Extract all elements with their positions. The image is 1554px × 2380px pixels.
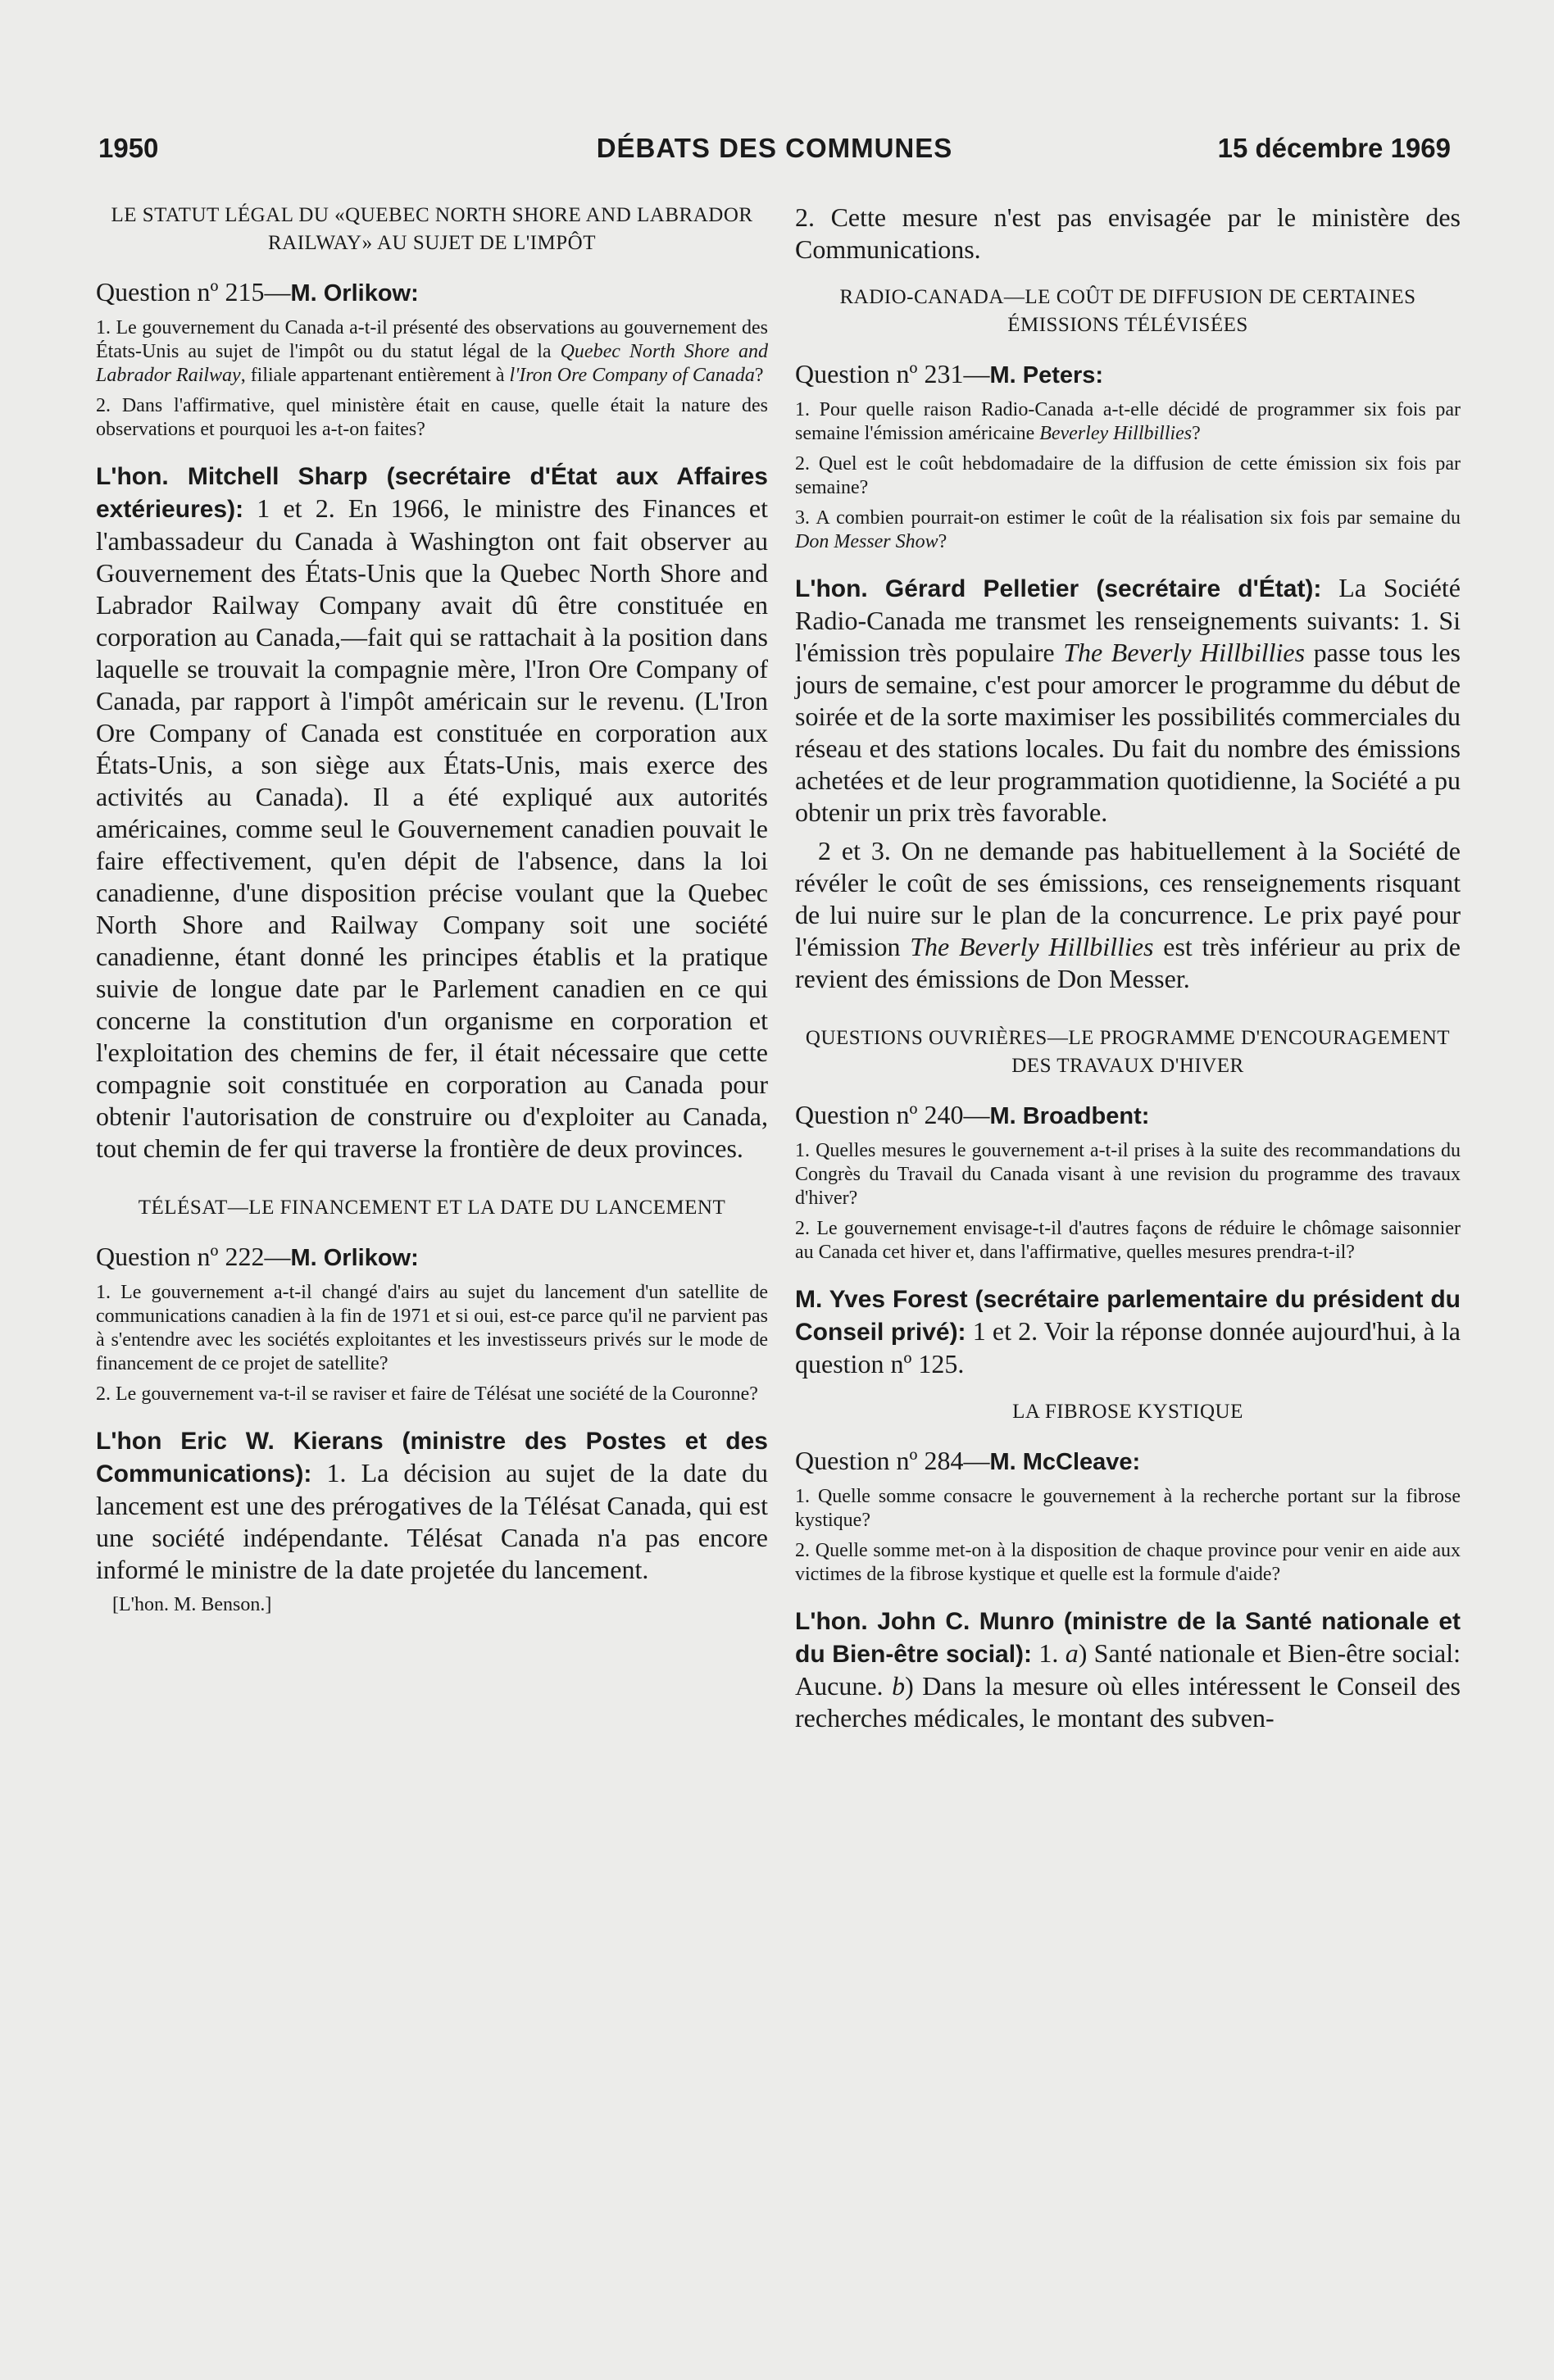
question-member: M. McCleave:: [989, 1449, 1141, 1475]
question-240-part-1: 1. Quelles mesures le gouvernement a-t-il prises à la suite des recommandations du Congrès du Travail du Canada visant à une revision du programme des travaux d'hiver?: [795, 1140, 1461, 1209]
question-215-part-2: 2. Dans l'affirmative, quel ministère était en cause, quelle était la nature des observations et pourquoi les a-t-on faites?: [96, 395, 768, 440]
question-284-part-1: 1. Quelle somme consacre le gouvernement à la recherche portant sur la fibrose kystique?: [795, 1486, 1461, 1531]
answer-text: 1 et 2. Voir la réponse donnée aujourd'hui, à la question nº 125.: [795, 1316, 1461, 1378]
italic-text: a: [1065, 1638, 1079, 1668]
question-prefix: Question nº 240—: [795, 1100, 990, 1129]
question-231-part-2: 2. Quel est le coût hebdomadaire de la diffusion de cette émission six fois par semaine?: [795, 453, 1461, 498]
italic-text: l'Iron Ore Company of Canada: [509, 365, 755, 386]
question-231-part-3: [795, 506, 1461, 554]
answer-222: [96, 1424, 768, 1586]
section-title-quebec-north-shore: LE STATUT LÉGAL DU «QUEBEC NORTH SHORE AND LABRADOR RAILWAY» AU SUJET DE L'IMPÔT: [111, 204, 753, 254]
italic-text: Don Messer Show: [795, 531, 938, 552]
answer-text: La Société Radio-Canada me transmet les renseignements suivants: 1. Si l'émission très populaire: [795, 573, 1461, 667]
question-222-part-2: 2. Le gouvernement va-t-il se raviser et faire de Télésat une société de la Couronne?: [96, 1383, 758, 1405]
answer-222-continued: 2. Cette mesure n'est pas envisagée par le ministère des Communications.: [795, 202, 1461, 264]
left-column: [96, 202, 768, 1617]
question-284-part-2: 2. Quelle somme met-on à la disposition de chaque province pour venir en aide aux victimes de la fibrose kystique et quelle est la formule d'aide?: [795, 1540, 1461, 1585]
speaker-forest: M. Yves Forest (secrétaire parlementaire du président du Conseil privé):: [795, 1286, 1461, 1346]
answer-215: [96, 460, 768, 1165]
speaker-kierans: L'hon Eric W. Kierans (ministre des Postes et des Communications):: [96, 1428, 768, 1488]
answer-text: 1.: [1032, 1638, 1066, 1668]
question-240-heading: [795, 1098, 1461, 1133]
answer-text: ) Dans la mesure où elles intéressent le Conseil des recherches médicales, le montant des subven-: [795, 1671, 1461, 1733]
answer-284: [795, 1605, 1461, 1734]
answer-240: [795, 1283, 1461, 1380]
text: 3. A combien pourrait-on estimer le coût de la réalisation six fois par semaine du: [795, 507, 1461, 529]
question-215-part-1: [96, 316, 768, 388]
answer-text: passe tous les jours de semaine, c'est pour amorcer le programme du début de soirée et de la sorte maximiser les possibilités commerciales du réseau et des stations locales. Du fait du nombre des émissions achetées et de leur programmation quotidienne, la Société a pu obtenir un prix très favorable.: [795, 638, 1461, 827]
question-prefix: Question nº 284—: [795, 1446, 990, 1475]
text: ?: [1192, 423, 1201, 444]
section-title-radio-canada: RADIO-CANADA—LE COÛT DE DIFFUSION DE CERTAINES ÉMISSIONS TÉLÉVISÉES: [839, 286, 1416, 336]
right-column: [795, 202, 1461, 1741]
italic-text: Beverley Hillbillies: [1039, 423, 1193, 444]
question-member: M. Orlikow:: [290, 1245, 419, 1271]
question-231-part-1: [795, 398, 1461, 446]
page-number: 1950: [98, 133, 159, 163]
speaker-pelletier: L'hon. Gérard Pelletier (secrétaire d'État):: [795, 575, 1322, 602]
italic-text: Quebec North Shore and Labrador Railway: [96, 341, 769, 386]
question-prefix: Question nº 215—: [96, 277, 291, 307]
question-215-heading: [96, 275, 768, 310]
question-231-heading: [795, 357, 1461, 392]
question-prefix: Question nº 231—: [795, 359, 990, 388]
journal-title: DÉBATS DES COMMUNES: [596, 133, 953, 163]
text: 1. Le gouvernement du Canada a-t-il présenté des observations au gouvernement des États-Unis au sujet de l'impôt ou du statut légal de la: [96, 317, 768, 362]
italic-text: The Beverly Hillbillies: [910, 932, 1154, 961]
question-222-part-1: 1. Le gouvernement a-t-il changé d'airs au sujet du lancement d'un satellite de communications canadien à la fin de 1971 et si oui, est-ce parce qu'il ne parvient pas à s'entendre avec les sociétés exploitantes et les investisseurs privés sur le mode de financement de ce projet de satellite?: [96, 1282, 768, 1374]
question-222-heading: [96, 1240, 768, 1274]
text: , filiale appartenant entièrement à: [240, 365, 510, 386]
text: 1. Pour quelle raison Radio-Canada a-t-elle décidé de programmer six fois par semaine l'émission américaine: [795, 399, 1461, 444]
answer-231-part-2: [795, 835, 1461, 995]
question-member: M. Orlikow:: [290, 280, 419, 307]
answer-text: 1 et 2. En 1966, le ministre des Finances et l'ambassadeur du Canada à Washington ont fait observer au Gouvernement des États-Unis que la Quebec North Shore and Labrador Railway Company avait dû être constituée en corporation au Canada,—fait qui se rattachait à la position dans laquelle se trouvait la compagnie mère, l'Iron Ore Company of Canada, par rapport à l'impôt américain sur le revenu. (L'Iron Ore Company of Canada est constituée en corporation aux États-Unis, a son siège aux États-Unis, mais exerce des activités au Canada). Il a été expliqué aux autorités américaines, comme seul le Gouvernement canadien pouvait le faire effectivement, qu'en dépit de l'absence, dans la loi canadienne, d'une disposition précise voulant que la Quebec North Shore and Railway Company soit une société canadienne, étant donné les principes établis et la pratique suivie de longue date par le Parlement canadien en ce qui concerne la constitution d'un organisme en corporation et l'exploitation des chemins de fer, il était nécessaire que cette compagnie soit constituée en corporation au Canada pour obtenir l'autorisation de construire ou d'exploiter au Canada, tout chemin de fer qui traverse la frontière de deux provinces.: [96, 493, 768, 1163]
page-header: [98, 133, 1451, 174]
section-title-travaux-hiver: QUESTIONS OUVRIÈRES—LE PROGRAMME D'ENCOURAGEMENT DES TRAVAUX D'HIVER: [805, 1027, 1451, 1077]
question-240-part-2: 2. Le gouvernement envisage-t-il d'autres façons de réduire le chômage saisonnier au Canada cet hiver et, dans l'affirmative, quelles mesures prendra-t-il?: [795, 1218, 1461, 1263]
answer-text: est très inférieur au prix de revient des émissions de Don Messer.: [795, 932, 1461, 993]
italic-text: b: [892, 1671, 906, 1701]
speaker-note: [L'hon. M. Benson.]: [112, 1594, 272, 1615]
question-member: M. Peters:: [989, 362, 1104, 388]
text: ?: [938, 531, 947, 552]
italic-text: The Beverly Hillbillies: [1063, 638, 1306, 667]
answer-text: 2 et 3. On ne demande pas habituellement à la Société de révéler le coût de ses émissions, ces renseignements risquant de lui nuire sur le plan de la concurrence. Le prix payé pour l'émission: [795, 836, 1461, 961]
question-member: M. Broadbent:: [989, 1103, 1150, 1129]
answer-231-part-1: [795, 572, 1461, 829]
answer-text: ) Santé nationale et Bien-être social: Aucune.: [795, 1638, 1461, 1701]
speaker-munro: L'hon. John C. Munro (ministre de la Santé nationale et du Bien-être social):: [795, 1608, 1461, 1668]
text: ?: [754, 365, 764, 386]
section-title-telesat: TÉLÉSAT—LE FINANCEMENT ET LA DATE DU LANCEMENT: [138, 1197, 726, 1219]
speaker-sharp: L'hon. Mitchell Sharp (secrétaire d'État aux Affaires extérieures):: [96, 463, 768, 523]
section-title-fibrose-kystique: LA FIBROSE KYSTIQUE: [1012, 1401, 1243, 1423]
question-prefix: Question nº 222—: [96, 1242, 291, 1271]
question-284-heading: [795, 1444, 1461, 1478]
page-date: 15 décembre 1969: [1217, 133, 1451, 163]
answer-text: 1. La décision au sujet de la date du lancement est une des prérogatives de la Télésat Canada, qui est une société indépendante. Télésat Canada n'a pas encore informé le ministre de la date projetée du lancement.: [96, 1458, 768, 1584]
